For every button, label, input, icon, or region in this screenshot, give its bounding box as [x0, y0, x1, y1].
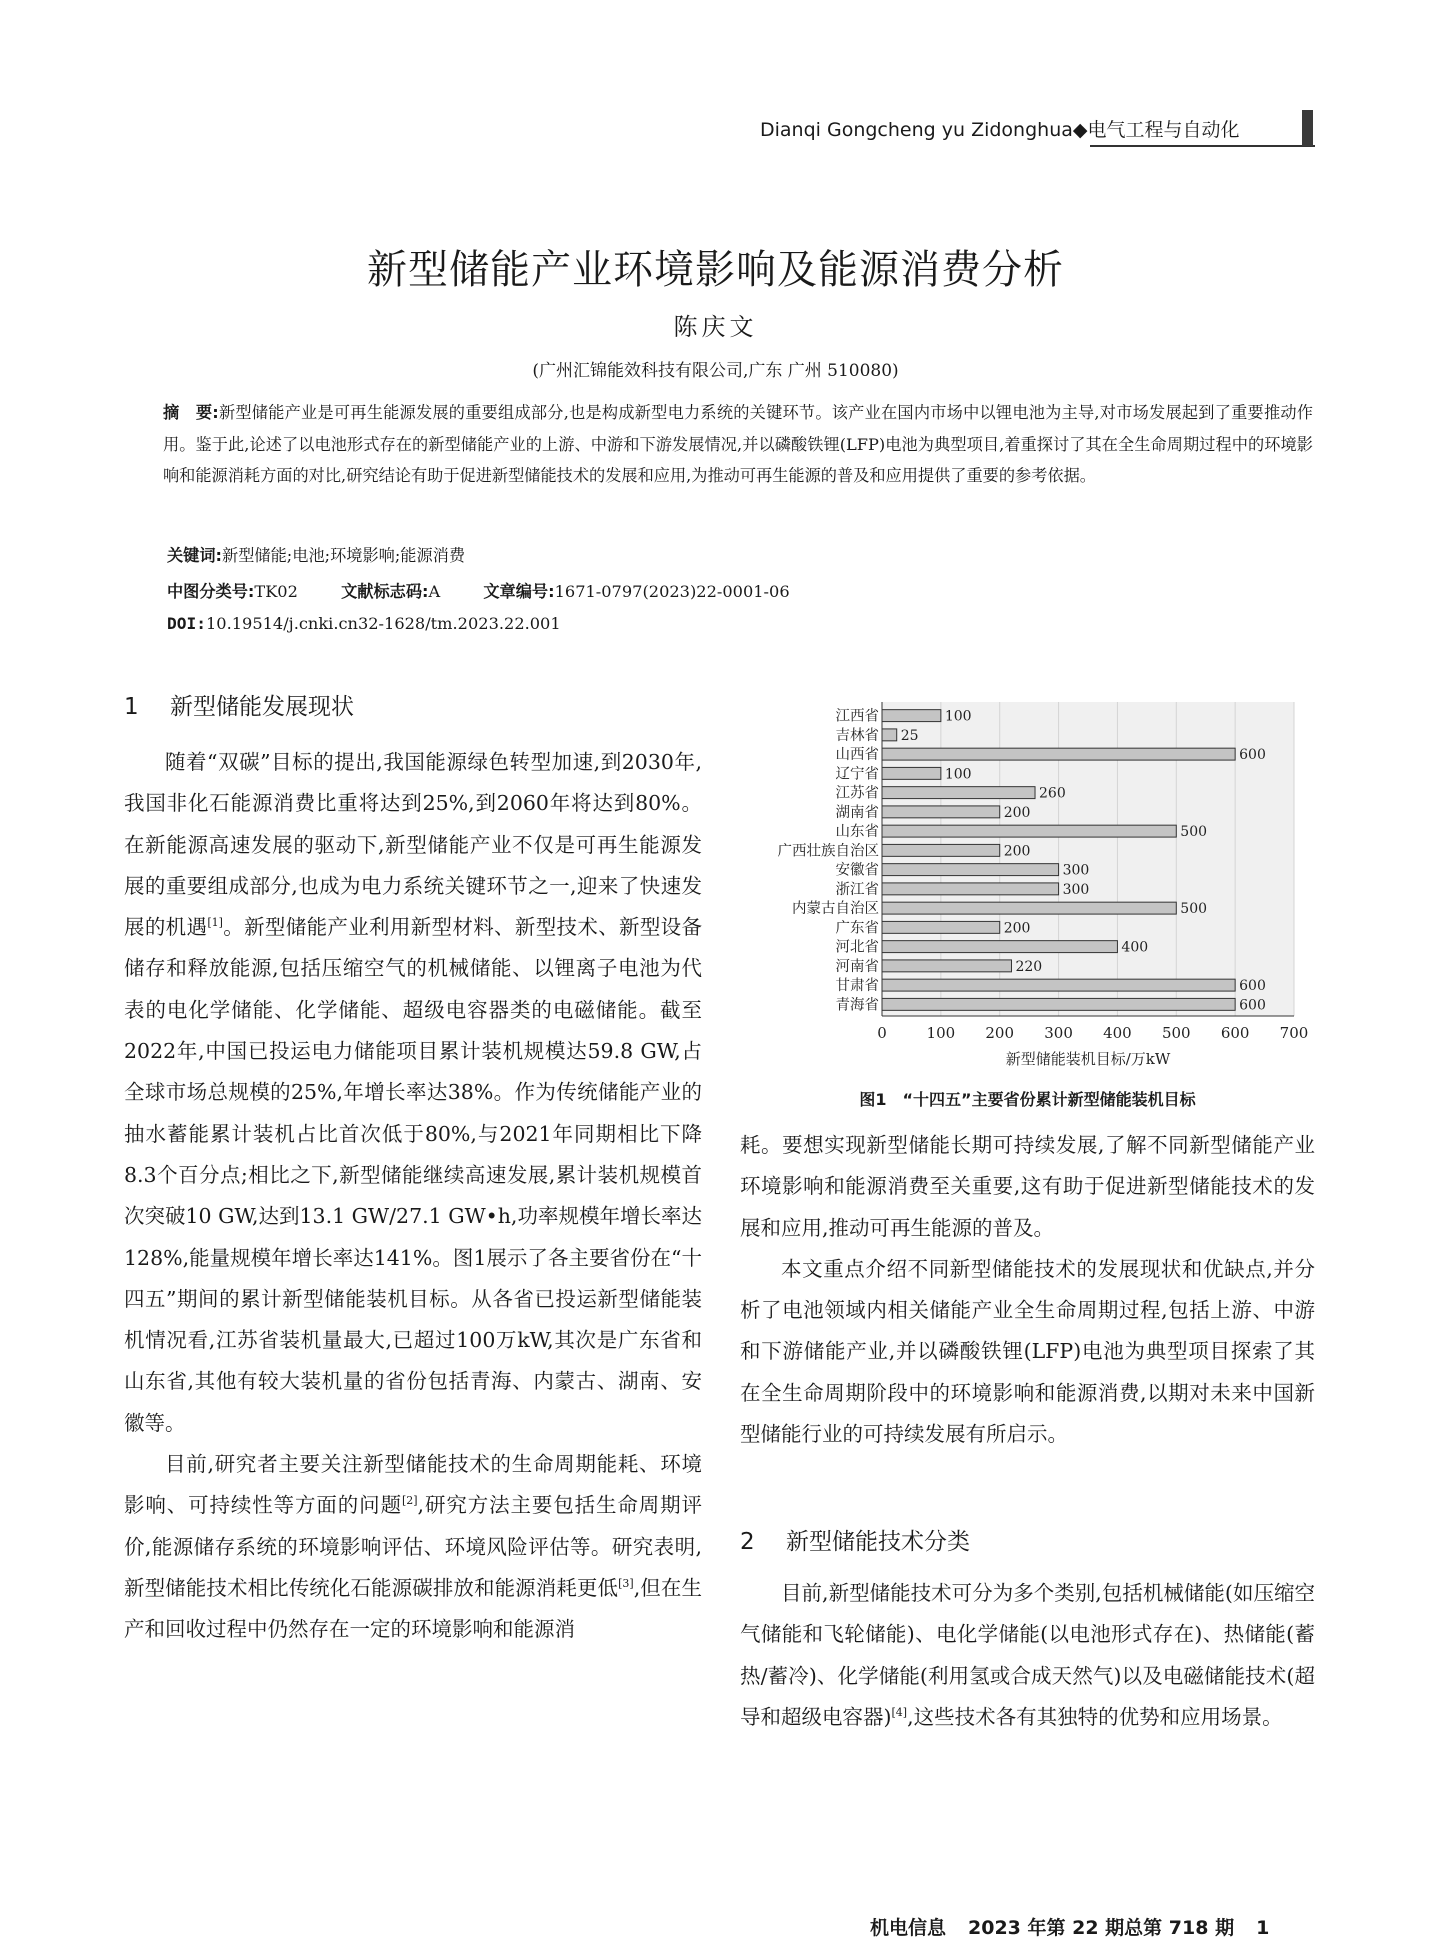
- data-label: 200: [1003, 804, 1031, 821]
- data-label: 100: [944, 766, 972, 783]
- article-author: 陈庆文: [673, 313, 758, 341]
- classification: [167, 578, 828, 602]
- citation-1[interactable]: [1]: [207, 916, 223, 930]
- data-label: 100: [944, 708, 972, 725]
- bar: [882, 864, 1059, 876]
- data-label: 300: [1062, 881, 1090, 898]
- category-label: 浙江省: [835, 881, 879, 898]
- x-tick-label: 600: [1220, 1024, 1250, 1042]
- data-label: 600: [1239, 997, 1266, 1014]
- category-label: 广东省: [835, 920, 879, 937]
- bar: [882, 806, 1000, 818]
- x-tick-label: 500: [1161, 1024, 1191, 1042]
- bar: [882, 883, 1059, 895]
- section-1-paragraph-3: 本文重点介绍不同新型储能技术的发展现状和优缺点,并分析了电池领域内相关储能产业全生命周期过程,包括上游、中游和下游储能产业,并以磷酸铁锂(LFP)电池为典型项目探索了其在全生命周期阶段中的环境影响和能源消费,以期对未来中国新型储能行业的可持续发展有所启示。: [740, 1256, 1315, 1447]
- citation-2[interactable]: [2]: [401, 1494, 418, 1508]
- page-footer: [870, 1913, 1269, 1940]
- para-text: 目前,新型储能技术可分为多个类别,包括机械储能(如压缩空气储能和飞轮储能)、电化学储能(以电池形式存在)、热储能(蓄热/蓄冷)、化学储能(利用氢或合成天然气)以及电磁储能技术(超导和超级电容器): [740, 1581, 1315, 1729]
- doc-code-label: 文献标志码:: [341, 582, 429, 601]
- bar: [882, 979, 1235, 991]
- category-label: 青海省: [835, 997, 879, 1014]
- section-1-paragraph-2: [124, 1444, 702, 1650]
- section-1-paragraph-2-continued: 耗。要想实现新型储能长期可持续发展,了解不同新型储能产业环境影响和能源消费至关重要,这有助于促进新型储能技术的发展和应用,推动可再生能源的普及。: [740, 1133, 1315, 1240]
- section-2-title: 新型储能技术分类: [786, 1529, 970, 1555]
- page-number: 1: [1256, 1917, 1270, 1939]
- category-label: 江西省: [835, 708, 879, 725]
- bar: [882, 941, 1117, 953]
- data-label: 260: [1039, 785, 1066, 802]
- doi-label: DOI:: [167, 614, 206, 633]
- journal-pinyin: Dianqi Gongcheng yu Zidonghua: [760, 119, 1073, 141]
- journal-name-cn: 电气工程与自动化: [1087, 119, 1240, 141]
- data-label: 600: [1239, 747, 1266, 764]
- category-label: 江苏省: [835, 785, 879, 802]
- data-label: 600: [1239, 978, 1266, 995]
- category-label: 内蒙古自治区: [792, 901, 879, 918]
- article-no-value: 1671-0797(2023)22-0001-06: [554, 582, 790, 601]
- clc-label: 中图分类号:: [167, 582, 255, 601]
- bar: [882, 710, 941, 722]
- data-label: 200: [1003, 843, 1031, 860]
- section-2-heading: [740, 1523, 970, 1556]
- header-rule: [1090, 145, 1315, 147]
- bar: [882, 748, 1235, 760]
- diamond-icon: ◆: [1072, 119, 1088, 141]
- section-1-title: 新型储能发展现状: [170, 694, 354, 720]
- data-label: 200: [1003, 920, 1031, 937]
- data-label: 400: [1121, 939, 1149, 956]
- bar-chart: [736, 694, 1316, 1084]
- figure-1-chart: [736, 694, 1316, 1084]
- bar: [882, 998, 1235, 1010]
- category-label: 河南省: [835, 958, 879, 975]
- citation-3[interactable]: [3]: [618, 1577, 634, 1591]
- keywords-text: 新型储能;电池;环境影响;能源消费: [222, 546, 466, 565]
- abstract-label: 摘 要:: [163, 403, 219, 422]
- category-label: 河北省: [835, 939, 879, 956]
- data-label: 300: [1062, 862, 1090, 879]
- data-label: 500: [1180, 824, 1208, 841]
- section-1-paragraph-1: [124, 742, 702, 1444]
- category-label: 广西壮族自治区: [777, 843, 879, 860]
- bar: [882, 902, 1176, 914]
- left-column: [124, 742, 702, 1651]
- abstract: [163, 397, 1313, 492]
- data-label: 25: [900, 727, 919, 744]
- bar: [882, 787, 1035, 799]
- header-bar: [1302, 110, 1313, 146]
- keywords: [167, 542, 465, 566]
- category-label: 安徽省: [835, 862, 879, 879]
- category-label: 吉林省: [835, 727, 879, 744]
- right-column-top: [740, 1125, 1315, 1455]
- abstract-text: 新型储能产业是可再生能源发展的重要组成部分,也是构成新型电力系统的关键环节。该产业在国内市场中以锂电池为主导,对市场发展起到了重要推动作用。鉴于此,论述了以电池形式存在的新型储能产业的上游、中游和下游发展情况,并以磷酸铁锂(LFP)电池为典型项目,着重探讨了其在全生命周期过程中的环境影响和能源消耗方面的对比,研究结论有助于促进新型储能技术的发展和应用,为推动可再生能源的普及和应用提供了重要的参考依据。: [163, 403, 1313, 485]
- x-tick-label: 0: [877, 1024, 887, 1042]
- clc-value: TK02: [254, 582, 298, 601]
- x-tick-label: 100: [926, 1024, 956, 1042]
- bar: [882, 960, 1011, 972]
- bar: [882, 844, 1000, 856]
- keywords-label: 关键词:: [167, 546, 223, 565]
- figure-1-caption: 图1 “十四五”主要省份累计新型储能装机目标: [859, 1090, 1196, 1109]
- section-1-heading: [124, 688, 354, 721]
- bar: [882, 825, 1176, 837]
- para-text: 。新型储能产业利用新型材料、新型技术、新型设备储存和释放能源,包括压缩空气的机械储能、以锂离子电池为代表的电化学储能、化学储能、超级电容器类的电磁储能。截至2022年,中国已投运电力储能项目累计装机规模达59.8 GW,占全球市场总规模的25%,年增长率达38%。作为传统储能产业的抽水蓄能累计装机占比首次低于80%,与2021年同期相比下降8.3个百分点;相比之下,新型储能继续高速发展,累计装机规模首次突破10 GW,达到13.1 GW/27.1 GW•h,功率规模年增长率达128%,能量规模年增长率达141%。图1展示了各主要省份在“十四五”期间的累计新型储能装机目标。从各省已投运新型储能装机情况看,江苏省装机量最大,已超过100万kW,其次是广东省和山东省,其他有较大装机量的省份包括青海、内蒙古、湖南、安徽等。: [124, 915, 703, 1435]
- para-text: ,但在生产和回收过程中仍然存在一定的环境影响和能源消: [124, 1575, 702, 1642]
- para-text: 目前,研究者主要关注新型储能技术的生命周期能耗、环境影响、可持续性等方面的问题: [124, 1452, 702, 1518]
- x-tick-label: 300: [1044, 1024, 1073, 1042]
- category-label: 辽宁省: [835, 766, 879, 783]
- para-text: 随着“双碳”目标的提出,我国能源绿色转型加速,到2030年,我国非化石能源消费比重将达到25%,到2060年将达到80%。在新能源高速发展的驱动下,新型储能产业不仅是可再生能源发展的重要组成部分,也成为电力系统关键环节之一,迎来了快速发展的机遇: [124, 750, 702, 940]
- bar: [882, 921, 1000, 933]
- data-label: 220: [1015, 958, 1043, 975]
- doc-code-value: A: [428, 582, 441, 601]
- para-text: ,这些技术各有其独特的优势和应用场景。: [907, 1704, 1283, 1729]
- article-title: 新型储能产业环境影响及能源消费分析: [367, 247, 1064, 293]
- para-text: ,研究方法主要包括生命周期评价,能源储存系统的环境影响评估、环境风险评估等。研究表明,新型储能技术相比传统化石能源碳排放和能源消耗更低: [124, 1493, 703, 1600]
- category-label: 山东省: [835, 824, 879, 841]
- section-2-number: 2: [740, 1529, 755, 1555]
- category-label: 甘肃省: [835, 978, 879, 995]
- x-tick-label: 200: [985, 1024, 1015, 1042]
- author-affiliation: (广州汇锦能效科技有限公司,广东 广州 510080): [532, 361, 899, 381]
- x-tick-label: 400: [1103, 1024, 1132, 1042]
- article-no-label: 文章编号:: [483, 582, 555, 601]
- category-label: 湖南省: [835, 804, 879, 821]
- doi: [167, 614, 561, 633]
- footer-journal: 机电信息: [870, 1917, 947, 1939]
- section-1-number: 1: [124, 694, 139, 720]
- right-column-bottom: [740, 1573, 1315, 1738]
- footer-issue: 2023 年第 22 期总第 718 期: [968, 1917, 1235, 1939]
- running-header: [760, 115, 1240, 142]
- bar: [882, 729, 897, 741]
- doi-value: 10.19514/j.cnki.cn32-1628/tm.2023.22.001: [205, 614, 561, 633]
- citation-4[interactable]: [4]: [891, 1706, 908, 1720]
- category-label: 山西省: [835, 747, 879, 764]
- data-label: 500: [1180, 901, 1208, 918]
- x-axis-title: 新型储能装机目标/万kW: [1005, 1050, 1171, 1068]
- bar: [882, 767, 941, 779]
- section-2-paragraph-1: [740, 1573, 1315, 1738]
- x-tick-label: 700: [1279, 1024, 1309, 1042]
